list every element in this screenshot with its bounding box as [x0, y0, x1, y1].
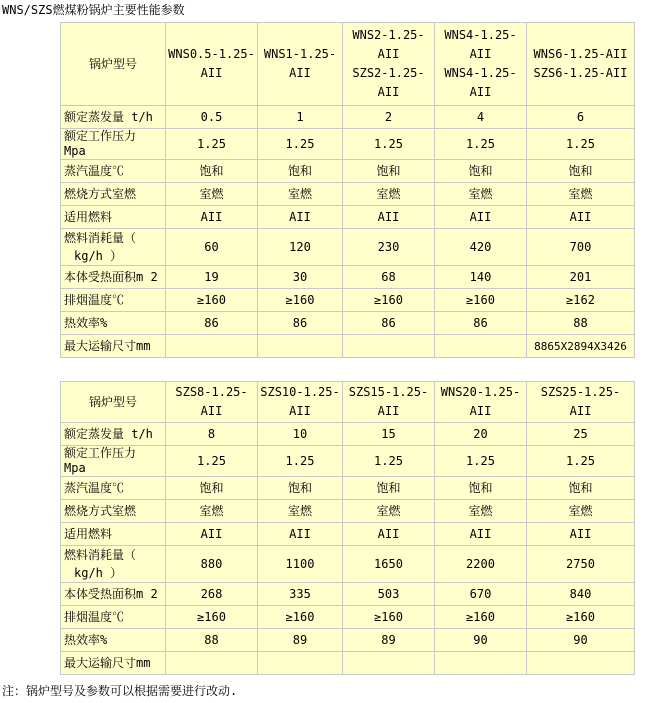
model-name-line: AII [200, 66, 223, 80]
value-cell: 饱和 [527, 160, 634, 182]
value-cell [343, 335, 434, 357]
model-name-line: SZS10-1.25- [260, 385, 340, 399]
value-cell: 90 [435, 629, 526, 651]
header-row [61, 23, 634, 105]
value-cell: 86 [343, 312, 434, 334]
value-cell: 140 [435, 266, 526, 288]
value-cell: AII [527, 206, 634, 228]
table-row [61, 606, 634, 628]
value-cell: ≥160 [166, 289, 257, 311]
value-cell [258, 335, 342, 357]
row-label [61, 477, 165, 499]
model-name-line: AII [469, 85, 492, 99]
value-cell: ≥160 [343, 289, 434, 311]
model-name-line: SZS15-1.25- [348, 385, 429, 399]
value-cell: 86 [258, 312, 342, 334]
model-name-line: SZS2-1.25- [352, 66, 425, 80]
value-cell: AII [166, 206, 257, 228]
value-cell: 饱和 [258, 477, 342, 499]
value-cell: 饱和 [166, 477, 257, 499]
header-row [61, 382, 634, 422]
value-cell: 840 [527, 583, 634, 605]
model-name-cell [258, 23, 342, 105]
value-cell: 0.5 [166, 106, 257, 128]
value-cell: 89 [343, 629, 434, 651]
table-row [61, 106, 634, 128]
row-label [61, 266, 165, 288]
row-label [61, 312, 165, 334]
row-label-line: 最大运输尺寸mm [64, 338, 151, 353]
value-cell: AII [258, 206, 342, 228]
row-label [61, 206, 165, 228]
table-row [61, 546, 634, 582]
table-row [61, 335, 634, 357]
value-cell: 268 [166, 583, 257, 605]
value-cell: 25 [527, 423, 634, 445]
value-cell: 88 [166, 629, 257, 651]
value-cell: 86 [166, 312, 257, 334]
row-label-line: 额定工作压力 Mpa [64, 129, 137, 158]
value-cell: 2750 [527, 546, 634, 582]
model-name-cell [527, 382, 634, 422]
value-cell: ≥160 [258, 289, 342, 311]
value-cell: 室燃 [166, 183, 257, 205]
row-label [61, 183, 165, 205]
value-cell: 1.25 [258, 129, 342, 159]
value-cell: 室燃 [166, 500, 257, 522]
value-cell: ≥160 [258, 606, 342, 628]
value-cell: 饱和 [343, 160, 434, 182]
value-cell: 室燃 [258, 183, 342, 205]
table-row [61, 652, 634, 674]
value-cell: 201 [527, 266, 634, 288]
row-label-line: 燃烧方式室燃 [64, 503, 137, 518]
value-cell: 2200 [435, 546, 526, 582]
model-name-line: AII [469, 404, 492, 418]
row-label-line: kg/h ） [74, 566, 123, 580]
row-label [61, 500, 165, 522]
value-cell: 89 [258, 629, 342, 651]
value-cell: 饱和 [343, 477, 434, 499]
value-cell: 室燃 [527, 500, 634, 522]
value-cell: AII [435, 523, 526, 545]
model-name-line: WNS1-1.25- [263, 47, 337, 61]
value-cell: 30 [258, 266, 342, 288]
value-cell: 2 [343, 106, 434, 128]
model-name-line: AII [377, 85, 400, 99]
value-cell: 10 [258, 423, 342, 445]
model-name-line: WNS2-1.25- [352, 28, 425, 42]
value-cell: AII [258, 523, 342, 545]
model-name-line: SZS8-1.25- [175, 385, 248, 399]
table-row [61, 629, 634, 651]
value-cell [166, 335, 257, 357]
row-label-line: 热效率% [64, 632, 108, 647]
model-name-cell [166, 382, 257, 422]
model-name-line: AII [377, 47, 400, 61]
row-label-line: 排烟温度℃ [64, 609, 125, 624]
value-cell [343, 652, 434, 674]
row-label-line: 额定蒸发量 t/h [64, 109, 153, 124]
value-cell: 饱和 [166, 160, 257, 182]
value-cell: 120 [258, 229, 342, 265]
value-cell: 503 [343, 583, 434, 605]
value-cell: ≥160 [527, 606, 634, 628]
value-cell: 90 [527, 629, 634, 651]
value-cell: 室燃 [527, 183, 634, 205]
row-label [61, 423, 165, 445]
model-name-line: AII [289, 66, 311, 80]
row-label-line: 蒸汽温度℃ [64, 163, 125, 178]
table-row [61, 312, 634, 334]
value-cell: 60 [166, 229, 257, 265]
row-label [61, 160, 165, 182]
value-cell: AII [527, 523, 634, 545]
row-label-line: 燃料消耗量（ [64, 231, 137, 245]
model-name-cell [343, 23, 434, 105]
value-cell: 室燃 [435, 183, 526, 205]
row-label-line: 额定工作压力 Mpa [64, 446, 137, 475]
model-name-line: AII [469, 47, 492, 61]
boiler-spec-table-2 [60, 381, 635, 675]
model-name-line: AII [569, 404, 592, 418]
value-cell: ≥160 [435, 289, 526, 311]
value-cell: 4 [435, 106, 526, 128]
row-label-line: kg/h ） [74, 249, 123, 263]
value-cell: 6 [527, 106, 634, 128]
row-label [61, 523, 165, 545]
row-label [61, 446, 165, 476]
model-name-cell [166, 23, 257, 105]
table-row [61, 289, 634, 311]
value-cell: 饱和 [435, 160, 526, 182]
value-cell: 1 [258, 106, 342, 128]
footnote: 注：锅炉型号及参数可以根据需要进行改动. [2, 684, 238, 698]
model-name-line: WNS4-1.25- [444, 28, 517, 42]
table-row [61, 183, 634, 205]
row-label-line: 热效率% [64, 315, 108, 330]
table-row [61, 160, 634, 182]
page-title: WNS/SZS燃煤粉锅炉主要性能参数 [2, 3, 185, 17]
value-cell: 19 [166, 266, 257, 288]
value-cell: 饱和 [435, 477, 526, 499]
model-name-cell [343, 382, 434, 422]
value-cell: AII [435, 206, 526, 228]
table-row [61, 423, 634, 445]
row-label-line: 适用燃料 [64, 526, 113, 541]
table-row [61, 266, 634, 288]
table-row [61, 129, 634, 159]
value-cell: 饱和 [258, 160, 342, 182]
model-name-line: WNS6-1.25-AII [533, 47, 628, 61]
row-label [61, 606, 165, 628]
value-cell: 1650 [343, 546, 434, 582]
value-cell: 1.25 [435, 446, 526, 476]
row-label-line: 燃料消耗量（ [64, 548, 137, 562]
model-name-line: AII [377, 404, 400, 418]
table-row [61, 229, 634, 265]
value-cell [435, 652, 526, 674]
value-cell: 1.25 [527, 446, 634, 476]
table-row [61, 477, 634, 499]
model-name-cell [435, 23, 526, 105]
value-cell: 880 [166, 546, 257, 582]
value-cell: AII [343, 206, 434, 228]
row-label-line: 额定蒸发量 t/h [64, 426, 153, 441]
value-cell: 15 [343, 423, 434, 445]
row-label [61, 229, 165, 265]
row-label [61, 129, 165, 159]
value-cell: 1.25 [435, 129, 526, 159]
table-row [61, 446, 634, 476]
value-cell: 335 [258, 583, 342, 605]
value-cell: 230 [343, 229, 434, 265]
value-cell: 88 [527, 312, 634, 334]
value-cell: ≥160 [343, 606, 434, 628]
value-cell: 670 [435, 583, 526, 605]
row-label-line: 排烟温度℃ [64, 292, 125, 307]
value-cell: 1.25 [166, 446, 257, 476]
model-name-line: SZS6-1.25-AII [533, 66, 628, 80]
value-cell: AII [166, 523, 257, 545]
row-label [61, 289, 165, 311]
value-cell: ≥160 [435, 606, 526, 628]
value-cell [527, 652, 634, 674]
model-name-cell [435, 382, 526, 422]
value-cell: 700 [527, 229, 634, 265]
table-row [61, 523, 634, 545]
model-name-cell [258, 382, 342, 422]
model-name-cell [527, 23, 634, 105]
value-cell: 1.25 [527, 129, 634, 159]
value-cell: 1100 [258, 546, 342, 582]
table-row [61, 583, 634, 605]
value-cell [258, 652, 342, 674]
value-cell: ≥162 [527, 289, 634, 311]
row-label [61, 335, 165, 357]
value-cell [166, 652, 257, 674]
model-name-line: WNS4-1.25- [444, 66, 517, 80]
row-label-line: 适用燃料 [64, 209, 113, 224]
model-name-line: SZS25-1.25- [540, 385, 621, 399]
row-label [61, 106, 165, 128]
row-label [61, 546, 165, 582]
value-cell: 室燃 [258, 500, 342, 522]
model-header-label: 锅炉型号 [61, 23, 165, 105]
row-label-line: 蒸汽温度℃ [64, 480, 125, 495]
value-cell: 8865X2894X3426 [527, 335, 634, 357]
value-cell: 68 [343, 266, 434, 288]
row-label [61, 583, 165, 605]
boiler-spec-table-1 [60, 22, 635, 358]
row-label-line: 燃烧方式室燃 [64, 186, 137, 201]
table-row [61, 206, 634, 228]
model-name-line: WNS0.5-1.25- [168, 47, 255, 61]
row-label [61, 629, 165, 651]
model-name-line: WNS20-1.25- [440, 385, 521, 399]
value-cell: ≥160 [166, 606, 257, 628]
value-cell: 饱和 [527, 477, 634, 499]
value-cell: 420 [435, 229, 526, 265]
value-cell: 20 [435, 423, 526, 445]
row-label-line: 本体受热面积m 2 [64, 269, 158, 284]
value-cell: 1.25 [166, 129, 257, 159]
row-label-line: 最大运输尺寸mm [64, 655, 151, 670]
value-cell: 86 [435, 312, 526, 334]
value-cell [435, 335, 526, 357]
model-header-label: 锅炉型号 [61, 382, 165, 422]
value-cell: 1.25 [343, 129, 434, 159]
row-label [61, 652, 165, 674]
row-label-line: 本体受热面积m 2 [64, 586, 158, 601]
value-cell: 室燃 [435, 500, 526, 522]
table-row [61, 500, 634, 522]
value-cell: 1.25 [343, 446, 434, 476]
model-name-line: AII [289, 404, 311, 418]
value-cell: 室燃 [343, 500, 434, 522]
value-cell: AII [343, 523, 434, 545]
value-cell: 8 [166, 423, 257, 445]
model-name-line: AII [200, 404, 223, 418]
value-cell: 1.25 [258, 446, 342, 476]
value-cell: 室燃 [343, 183, 434, 205]
